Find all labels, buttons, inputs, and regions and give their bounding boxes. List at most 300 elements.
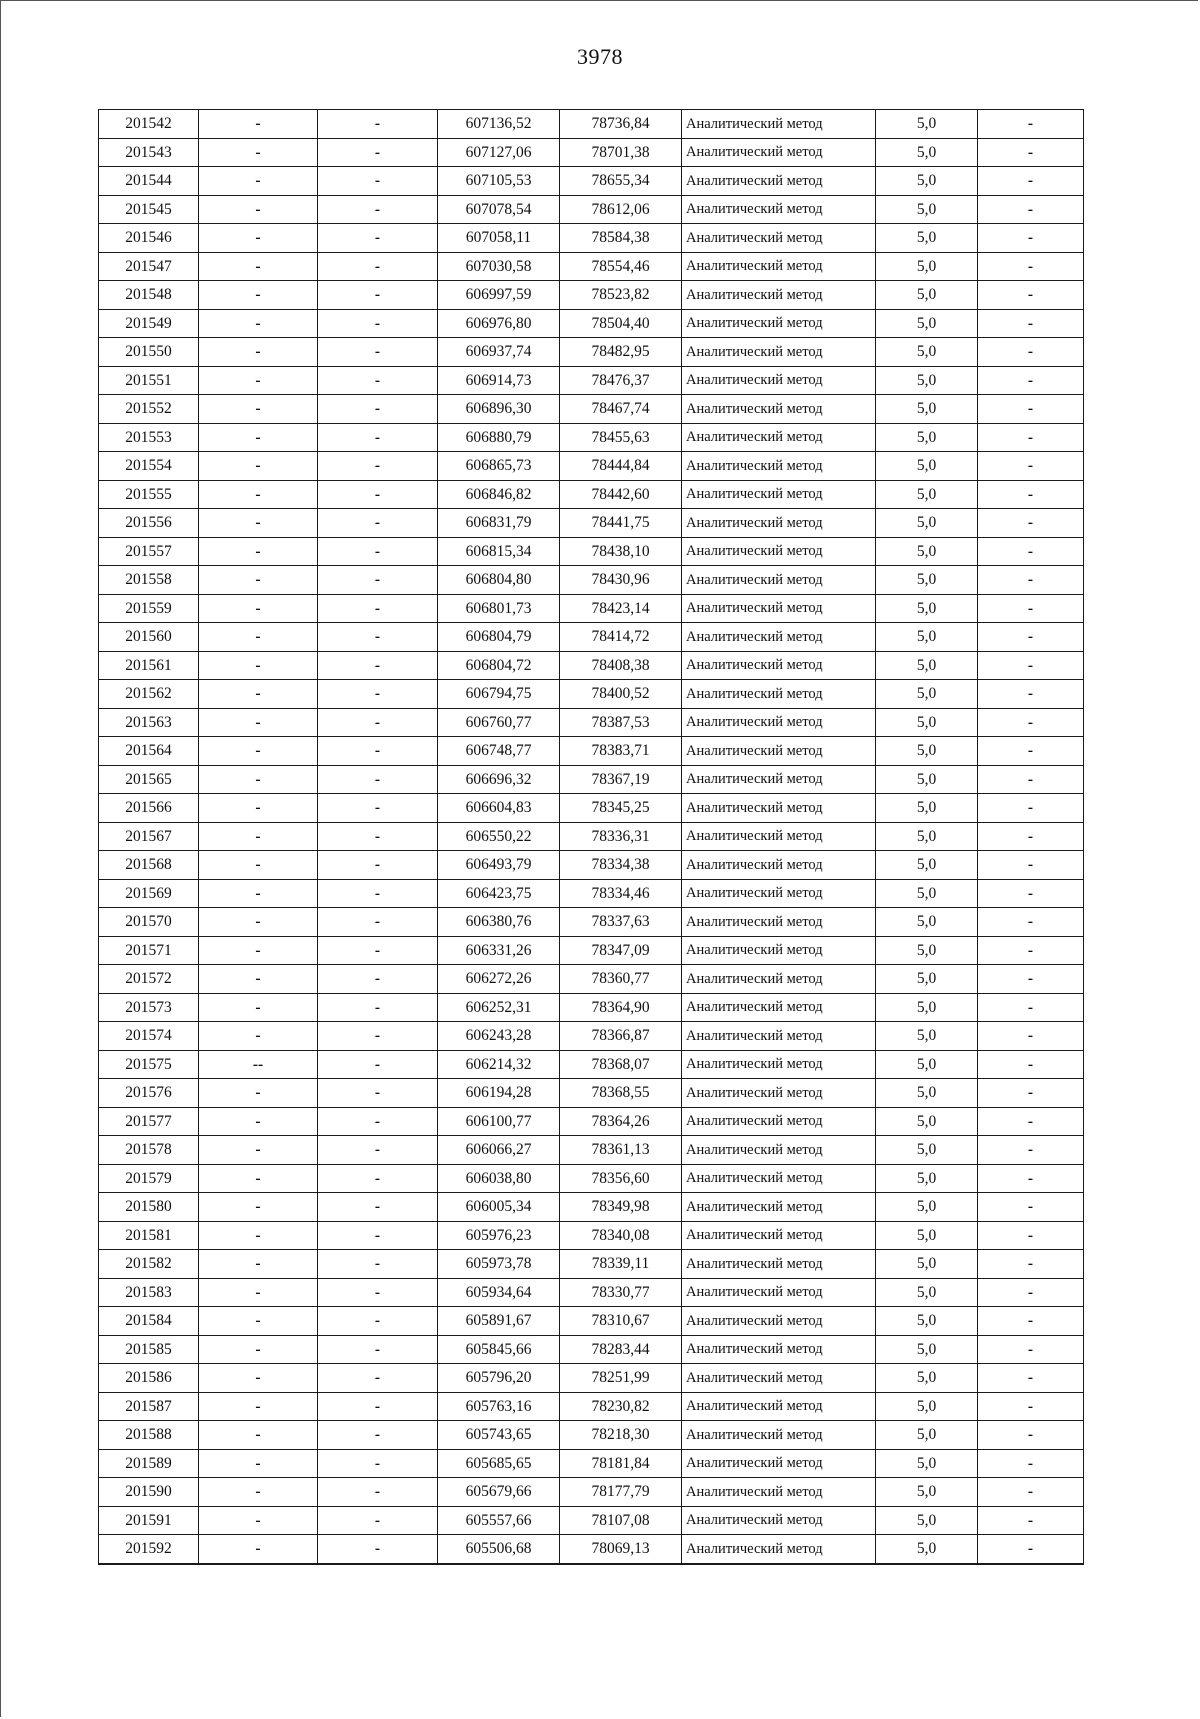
col2-cell: -- bbox=[199, 1050, 318, 1079]
col3-cell: - bbox=[318, 1421, 438, 1450]
col2-cell: - bbox=[199, 1506, 318, 1535]
y-coordinate-cell: 78345,25 bbox=[560, 794, 682, 823]
col3-cell: - bbox=[318, 338, 438, 367]
col2-cell: - bbox=[199, 1449, 318, 1478]
col8-cell: - bbox=[978, 651, 1084, 680]
accuracy-cell: 5,0 bbox=[876, 338, 978, 367]
point-number-cell: 201559 bbox=[99, 594, 199, 623]
table-row bbox=[99, 480, 1084, 509]
method-cell: Аналитический метод bbox=[682, 1449, 876, 1478]
x-coordinate-cell: 606100,77 bbox=[438, 1107, 560, 1136]
accuracy-cell: 5,0 bbox=[876, 480, 978, 509]
y-coordinate-cell: 78337,63 bbox=[560, 908, 682, 937]
y-coordinate-cell: 78360,77 bbox=[560, 965, 682, 994]
y-coordinate-cell: 78584,38 bbox=[560, 224, 682, 253]
table-row bbox=[99, 1250, 1084, 1279]
col3-cell: - bbox=[318, 452, 438, 481]
accuracy-cell: 5,0 bbox=[876, 1421, 978, 1450]
method-cell: Аналитический метод bbox=[682, 281, 876, 310]
x-coordinate-cell: 606038,80 bbox=[438, 1164, 560, 1193]
col8-cell: - bbox=[978, 594, 1084, 623]
accuracy-cell: 5,0 bbox=[876, 167, 978, 196]
method-cell: Аналитический метод bbox=[682, 1221, 876, 1250]
col3-cell: - bbox=[318, 1478, 438, 1507]
point-number-cell: 201563 bbox=[99, 708, 199, 737]
method-cell: Аналитический метод bbox=[682, 1193, 876, 1222]
table-row bbox=[99, 680, 1084, 709]
accuracy-cell: 5,0 bbox=[876, 1164, 978, 1193]
col3-cell: - bbox=[318, 1107, 438, 1136]
col2-cell: - bbox=[199, 1278, 318, 1307]
col3-cell: - bbox=[318, 1136, 438, 1165]
col2-cell: - bbox=[199, 338, 318, 367]
accuracy-cell: 5,0 bbox=[876, 822, 978, 851]
y-coordinate-cell: 78251,99 bbox=[560, 1364, 682, 1393]
col8-cell: - bbox=[978, 1535, 1084, 1564]
col3-cell: - bbox=[318, 794, 438, 823]
accuracy-cell: 5,0 bbox=[876, 737, 978, 766]
col8-cell: - bbox=[978, 1392, 1084, 1421]
method-cell: Аналитический метод bbox=[682, 1050, 876, 1079]
col2-cell: - bbox=[199, 110, 318, 139]
col3-cell: - bbox=[318, 252, 438, 281]
x-coordinate-cell: 605934,64 bbox=[438, 1278, 560, 1307]
x-coordinate-cell: 606794,75 bbox=[438, 680, 560, 709]
method-cell: Аналитический метод bbox=[682, 1022, 876, 1051]
x-coordinate-cell: 607058,11 bbox=[438, 224, 560, 253]
col3-cell: - bbox=[318, 908, 438, 937]
col8-cell: - bbox=[978, 1221, 1084, 1250]
col3-cell: - bbox=[318, 1392, 438, 1421]
point-number-cell: 201586 bbox=[99, 1364, 199, 1393]
x-coordinate-cell: 606696,32 bbox=[438, 765, 560, 794]
col8-cell: - bbox=[978, 737, 1084, 766]
col3-cell: - bbox=[318, 737, 438, 766]
col2-cell: - bbox=[199, 908, 318, 937]
col8-cell: - bbox=[978, 993, 1084, 1022]
y-coordinate-cell: 78356,60 bbox=[560, 1164, 682, 1193]
method-cell: Аналитический метод bbox=[682, 480, 876, 509]
x-coordinate-cell: 605796,20 bbox=[438, 1364, 560, 1393]
table-row bbox=[99, 452, 1084, 481]
point-number-cell: 201546 bbox=[99, 224, 199, 253]
point-number-cell: 201569 bbox=[99, 879, 199, 908]
point-number-cell: 201584 bbox=[99, 1307, 199, 1336]
col8-cell: - bbox=[978, 138, 1084, 167]
point-number-cell: 201562 bbox=[99, 680, 199, 709]
col3-cell: - bbox=[318, 1506, 438, 1535]
col2-cell: - bbox=[199, 765, 318, 794]
y-coordinate-cell: 78523,82 bbox=[560, 281, 682, 310]
col3-cell: - bbox=[318, 1221, 438, 1250]
point-number-cell: 201582 bbox=[99, 1250, 199, 1279]
x-coordinate-cell: 606804,72 bbox=[438, 651, 560, 680]
y-coordinate-cell: 78368,07 bbox=[560, 1050, 682, 1079]
col2-cell: - bbox=[199, 1535, 318, 1564]
y-coordinate-cell: 78366,87 bbox=[560, 1022, 682, 1051]
col8-cell: - bbox=[978, 1164, 1084, 1193]
col8-cell: - bbox=[978, 566, 1084, 595]
col3-cell: - bbox=[318, 224, 438, 253]
y-coordinate-cell: 78368,55 bbox=[560, 1079, 682, 1108]
method-cell: Аналитический метод bbox=[682, 423, 876, 452]
col3-cell: - bbox=[318, 680, 438, 709]
col2-cell: - bbox=[199, 794, 318, 823]
accuracy-cell: 5,0 bbox=[876, 794, 978, 823]
point-number-cell: 201589 bbox=[99, 1449, 199, 1478]
col3-cell: - bbox=[318, 480, 438, 509]
col2-cell: - bbox=[199, 1421, 318, 1450]
col2-cell: - bbox=[199, 965, 318, 994]
table-row bbox=[99, 993, 1084, 1022]
point-number-cell: 201583 bbox=[99, 1278, 199, 1307]
col3-cell: - bbox=[318, 1335, 438, 1364]
accuracy-cell: 5,0 bbox=[876, 680, 978, 709]
y-coordinate-cell: 78339,11 bbox=[560, 1250, 682, 1279]
col2-cell: - bbox=[199, 566, 318, 595]
point-number-cell: 201571 bbox=[99, 936, 199, 965]
x-coordinate-cell: 606815,34 bbox=[438, 537, 560, 566]
col3-cell: - bbox=[318, 110, 438, 139]
col8-cell: - bbox=[978, 1250, 1084, 1279]
accuracy-cell: 5,0 bbox=[876, 366, 978, 395]
col8-cell: - bbox=[978, 366, 1084, 395]
y-coordinate-cell: 78334,38 bbox=[560, 851, 682, 880]
y-coordinate-cell: 78400,52 bbox=[560, 680, 682, 709]
x-coordinate-cell: 605679,66 bbox=[438, 1478, 560, 1507]
table-row bbox=[99, 1307, 1084, 1336]
x-coordinate-cell: 606423,75 bbox=[438, 879, 560, 908]
method-cell: Аналитический метод bbox=[682, 1478, 876, 1507]
col3-cell: - bbox=[318, 509, 438, 538]
col3-cell: - bbox=[318, 309, 438, 338]
col3-cell: - bbox=[318, 1250, 438, 1279]
col2-cell: - bbox=[199, 195, 318, 224]
col2-cell: - bbox=[199, 1250, 318, 1279]
table-row bbox=[99, 281, 1084, 310]
method-cell: Аналитический метод bbox=[682, 936, 876, 965]
accuracy-cell: 5,0 bbox=[876, 1278, 978, 1307]
x-coordinate-cell: 606865,73 bbox=[438, 452, 560, 481]
col3-cell: - bbox=[318, 167, 438, 196]
table-row bbox=[99, 1392, 1084, 1421]
y-coordinate-cell: 78177,79 bbox=[560, 1478, 682, 1507]
x-coordinate-cell: 606005,34 bbox=[438, 1193, 560, 1222]
col3-cell: - bbox=[318, 1307, 438, 1336]
accuracy-cell: 5,0 bbox=[876, 252, 978, 281]
col2-cell: - bbox=[199, 822, 318, 851]
col8-cell: - bbox=[978, 1335, 1084, 1364]
col2-cell: - bbox=[199, 1478, 318, 1507]
col2-cell: - bbox=[199, 651, 318, 680]
accuracy-cell: 5,0 bbox=[876, 509, 978, 538]
col2-cell: - bbox=[199, 1221, 318, 1250]
y-coordinate-cell: 78330,77 bbox=[560, 1278, 682, 1307]
y-coordinate-cell: 78655,34 bbox=[560, 167, 682, 196]
accuracy-cell: 5,0 bbox=[876, 879, 978, 908]
col8-cell: - bbox=[978, 965, 1084, 994]
page-number: 3978 bbox=[577, 44, 623, 69]
coordinates-table bbox=[98, 109, 1084, 1565]
col8-cell: - bbox=[978, 1022, 1084, 1051]
point-number-cell: 201544 bbox=[99, 167, 199, 196]
accuracy-cell: 5,0 bbox=[876, 1449, 978, 1478]
y-coordinate-cell: 78364,26 bbox=[560, 1107, 682, 1136]
col8-cell: - bbox=[978, 452, 1084, 481]
accuracy-cell: 5,0 bbox=[876, 1335, 978, 1364]
accuracy-cell: 5,0 bbox=[876, 195, 978, 224]
x-coordinate-cell: 606194,28 bbox=[438, 1079, 560, 1108]
col8-cell: - bbox=[978, 623, 1084, 652]
x-coordinate-cell: 606493,79 bbox=[438, 851, 560, 880]
col3-cell: - bbox=[318, 708, 438, 737]
col2-cell: - bbox=[199, 1392, 318, 1421]
method-cell: Аналитический метод bbox=[682, 651, 876, 680]
x-coordinate-cell: 605506,68 bbox=[438, 1535, 560, 1564]
col8-cell: - bbox=[978, 765, 1084, 794]
col3-cell: - bbox=[318, 822, 438, 851]
point-number-cell: 201581 bbox=[99, 1221, 199, 1250]
table-row bbox=[99, 1107, 1084, 1136]
point-number-cell: 201551 bbox=[99, 366, 199, 395]
accuracy-cell: 5,0 bbox=[876, 594, 978, 623]
method-cell: Аналитический метод bbox=[682, 509, 876, 538]
method-cell: Аналитический метод bbox=[682, 822, 876, 851]
col8-cell: - bbox=[978, 822, 1084, 851]
method-cell: Аналитический метод bbox=[682, 395, 876, 424]
x-coordinate-cell: 605973,78 bbox=[438, 1250, 560, 1279]
x-coordinate-cell: 606801,73 bbox=[438, 594, 560, 623]
col2-cell: - bbox=[199, 167, 318, 196]
method-cell: Аналитический метод bbox=[682, 1164, 876, 1193]
y-coordinate-cell: 78612,06 bbox=[560, 195, 682, 224]
table-row bbox=[99, 110, 1084, 139]
y-coordinate-cell: 78455,63 bbox=[560, 423, 682, 452]
table-row bbox=[99, 1221, 1084, 1250]
method-cell: Аналитический метод bbox=[682, 1392, 876, 1421]
point-number-cell: 201577 bbox=[99, 1107, 199, 1136]
y-coordinate-cell: 78340,08 bbox=[560, 1221, 682, 1250]
col2-cell: - bbox=[199, 423, 318, 452]
table-row bbox=[99, 509, 1084, 538]
accuracy-cell: 5,0 bbox=[876, 651, 978, 680]
table-row bbox=[99, 936, 1084, 965]
accuracy-cell: 5,0 bbox=[876, 138, 978, 167]
accuracy-cell: 5,0 bbox=[876, 1535, 978, 1564]
table-row bbox=[99, 338, 1084, 367]
x-coordinate-cell: 606831,79 bbox=[438, 509, 560, 538]
point-number-cell: 201560 bbox=[99, 623, 199, 652]
col8-cell: - bbox=[978, 167, 1084, 196]
table-row bbox=[99, 794, 1084, 823]
accuracy-cell: 5,0 bbox=[876, 1392, 978, 1421]
col2-cell: - bbox=[199, 366, 318, 395]
table-row bbox=[99, 965, 1084, 994]
col8-cell: - bbox=[978, 1364, 1084, 1393]
y-coordinate-cell: 78408,38 bbox=[560, 651, 682, 680]
accuracy-cell: 5,0 bbox=[876, 423, 978, 452]
table-row bbox=[99, 822, 1084, 851]
col3-cell: - bbox=[318, 1364, 438, 1393]
table-row bbox=[99, 1421, 1084, 1450]
col8-cell: - bbox=[978, 509, 1084, 538]
col2-cell: - bbox=[199, 395, 318, 424]
accuracy-cell: 5,0 bbox=[876, 395, 978, 424]
point-number-cell: 201553 bbox=[99, 423, 199, 452]
col2-cell: - bbox=[199, 480, 318, 509]
table-row bbox=[99, 737, 1084, 766]
x-coordinate-cell: 606804,79 bbox=[438, 623, 560, 652]
accuracy-cell: 5,0 bbox=[876, 708, 978, 737]
accuracy-cell: 5,0 bbox=[876, 1307, 978, 1336]
col8-cell: - bbox=[978, 1421, 1084, 1450]
col3-cell: - bbox=[318, 1193, 438, 1222]
table-row bbox=[99, 395, 1084, 424]
table-row bbox=[99, 1335, 1084, 1364]
col3-cell: - bbox=[318, 195, 438, 224]
col8-cell: - bbox=[978, 1050, 1084, 1079]
col3-cell: - bbox=[318, 537, 438, 566]
col2-cell: - bbox=[199, 708, 318, 737]
col2-cell: - bbox=[199, 309, 318, 338]
y-coordinate-cell: 78430,96 bbox=[560, 566, 682, 595]
table-row bbox=[99, 1079, 1084, 1108]
point-number-cell: 201591 bbox=[99, 1506, 199, 1535]
col3-cell: - bbox=[318, 1449, 438, 1478]
col3-cell: - bbox=[318, 879, 438, 908]
method-cell: Аналитический метод bbox=[682, 1307, 876, 1336]
method-cell: Аналитический метод bbox=[682, 794, 876, 823]
method-cell: Аналитический метод bbox=[682, 537, 876, 566]
col8-cell: - bbox=[978, 879, 1084, 908]
point-number-cell: 201580 bbox=[99, 1193, 199, 1222]
point-number-cell: 201543 bbox=[99, 138, 199, 167]
method-cell: Аналитический метод bbox=[682, 366, 876, 395]
col2-cell: - bbox=[199, 1022, 318, 1051]
y-coordinate-cell: 78476,37 bbox=[560, 366, 682, 395]
point-number-cell: 201575 bbox=[99, 1050, 199, 1079]
method-cell: Аналитический метод bbox=[682, 252, 876, 281]
table-row bbox=[99, 594, 1084, 623]
point-number-cell: 201576 bbox=[99, 1079, 199, 1108]
accuracy-cell: 5,0 bbox=[876, 1079, 978, 1108]
point-number-cell: 201550 bbox=[99, 338, 199, 367]
col8-cell: - bbox=[978, 680, 1084, 709]
col8-cell: - bbox=[978, 537, 1084, 566]
table-row bbox=[99, 537, 1084, 566]
col2-cell: - bbox=[199, 452, 318, 481]
table-row bbox=[99, 224, 1084, 253]
col2-cell: - bbox=[199, 537, 318, 566]
col8-cell: - bbox=[978, 794, 1084, 823]
table-row bbox=[99, 252, 1084, 281]
col2-cell: - bbox=[199, 281, 318, 310]
table-row bbox=[99, 167, 1084, 196]
accuracy-cell: 5,0 bbox=[876, 1250, 978, 1279]
y-coordinate-cell: 78467,74 bbox=[560, 395, 682, 424]
y-coordinate-cell: 78441,75 bbox=[560, 509, 682, 538]
table-row bbox=[99, 138, 1084, 167]
table-row bbox=[99, 1364, 1084, 1393]
x-coordinate-cell: 607030,58 bbox=[438, 252, 560, 281]
col3-cell: - bbox=[318, 765, 438, 794]
col8-cell: - bbox=[978, 908, 1084, 937]
col8-cell: - bbox=[978, 851, 1084, 880]
col8-cell: - bbox=[978, 1193, 1084, 1222]
x-coordinate-cell: 606272,26 bbox=[438, 965, 560, 994]
point-number-cell: 201566 bbox=[99, 794, 199, 823]
method-cell: Аналитический метод bbox=[682, 1250, 876, 1279]
y-coordinate-cell: 78364,90 bbox=[560, 993, 682, 1022]
point-number-cell: 201567 bbox=[99, 822, 199, 851]
x-coordinate-cell: 606550,22 bbox=[438, 822, 560, 851]
y-coordinate-cell: 78310,67 bbox=[560, 1307, 682, 1336]
x-coordinate-cell: 605685,65 bbox=[438, 1449, 560, 1478]
point-number-cell: 201558 bbox=[99, 566, 199, 595]
x-coordinate-cell: 606331,26 bbox=[438, 936, 560, 965]
col3-cell: - bbox=[318, 423, 438, 452]
point-number-cell: 201555 bbox=[99, 480, 199, 509]
point-number-cell: 201549 bbox=[99, 309, 199, 338]
table-row bbox=[99, 765, 1084, 794]
accuracy-cell: 5,0 bbox=[876, 623, 978, 652]
point-number-cell: 201578 bbox=[99, 1136, 199, 1165]
col3-cell: - bbox=[318, 1022, 438, 1051]
accuracy-cell: 5,0 bbox=[876, 1193, 978, 1222]
table-row bbox=[99, 908, 1084, 937]
col2-cell: - bbox=[199, 879, 318, 908]
y-coordinate-cell: 78387,53 bbox=[560, 708, 682, 737]
y-coordinate-cell: 78349,98 bbox=[560, 1193, 682, 1222]
x-coordinate-cell: 606760,77 bbox=[438, 708, 560, 737]
method-cell: Аналитический метод bbox=[682, 1364, 876, 1393]
col3-cell: - bbox=[318, 936, 438, 965]
x-coordinate-cell: 606976,80 bbox=[438, 309, 560, 338]
col3-cell: - bbox=[318, 623, 438, 652]
y-coordinate-cell: 78554,46 bbox=[560, 252, 682, 281]
method-cell: Аналитический метод bbox=[682, 908, 876, 937]
accuracy-cell: 5,0 bbox=[876, 110, 978, 139]
col2-cell: - bbox=[199, 1307, 318, 1336]
table-row bbox=[99, 851, 1084, 880]
x-coordinate-cell: 605743,65 bbox=[438, 1421, 560, 1450]
y-coordinate-cell: 78218,30 bbox=[560, 1421, 682, 1450]
method-cell: Аналитический метод bbox=[682, 993, 876, 1022]
y-coordinate-cell: 78336,31 bbox=[560, 822, 682, 851]
col8-cell: - bbox=[978, 1506, 1084, 1535]
x-coordinate-cell: 606846,82 bbox=[438, 480, 560, 509]
x-coordinate-cell: 605976,23 bbox=[438, 1221, 560, 1250]
x-coordinate-cell: 607136,52 bbox=[438, 110, 560, 139]
accuracy-cell: 5,0 bbox=[876, 1107, 978, 1136]
table-row bbox=[99, 1278, 1084, 1307]
col8-cell: - bbox=[978, 252, 1084, 281]
table-row bbox=[99, 623, 1084, 652]
accuracy-cell: 5,0 bbox=[876, 452, 978, 481]
method-cell: Аналитический метод bbox=[682, 765, 876, 794]
method-cell: Аналитический метод bbox=[682, 224, 876, 253]
x-coordinate-cell: 605763,16 bbox=[438, 1392, 560, 1421]
col8-cell: - bbox=[978, 195, 1084, 224]
col2-cell: - bbox=[199, 993, 318, 1022]
method-cell: Аналитический метод bbox=[682, 1535, 876, 1564]
col8-cell: - bbox=[978, 936, 1084, 965]
col8-cell: - bbox=[978, 1307, 1084, 1336]
x-coordinate-cell: 605557,66 bbox=[438, 1506, 560, 1535]
point-number-cell: 201565 bbox=[99, 765, 199, 794]
x-coordinate-cell: 606914,73 bbox=[438, 366, 560, 395]
method-cell: Аналитический метод bbox=[682, 737, 876, 766]
